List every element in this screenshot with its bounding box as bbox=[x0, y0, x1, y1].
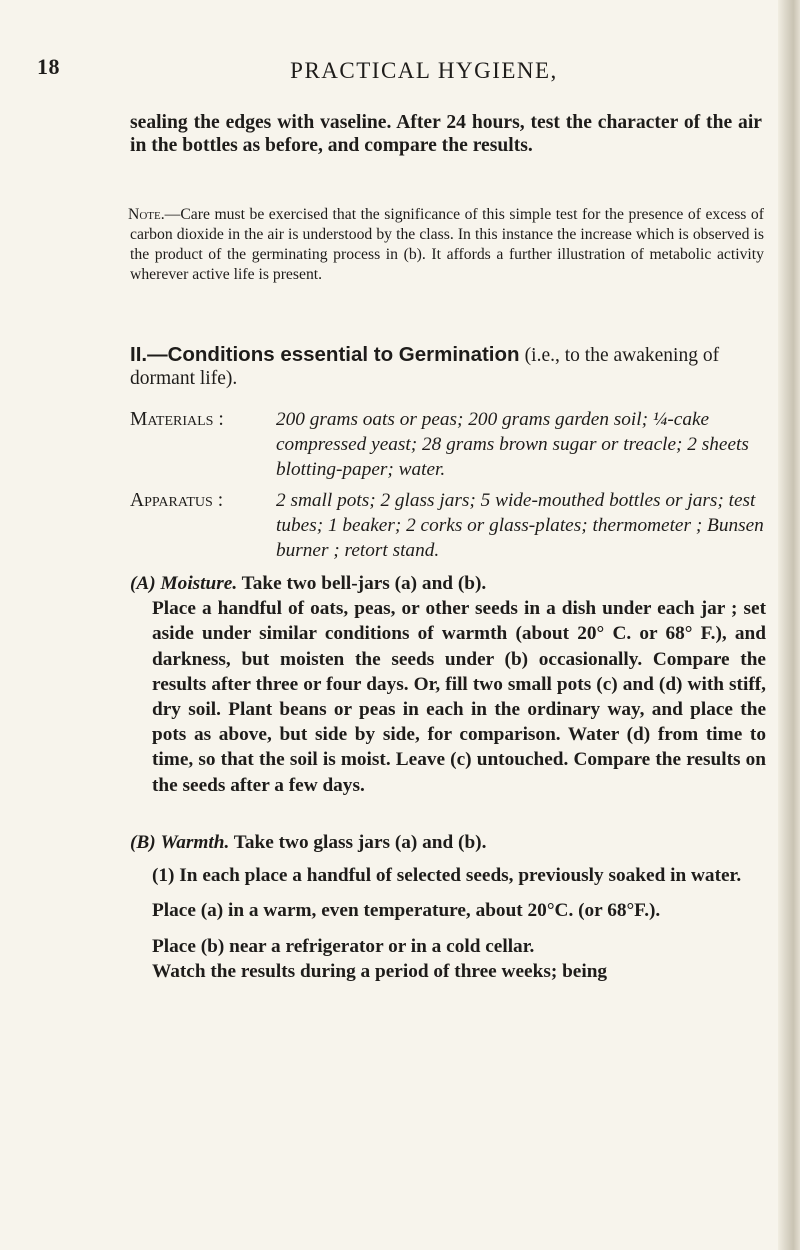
running-head-text: PRACTICAL HYGIENE, bbox=[290, 58, 558, 83]
materials-text: 200 grams oats or peas; 200 grams garden soil; ¼-cake compressed yeast; 28 grams brown sugar or treacle; 2 sheets blotting-paper; water. bbox=[276, 409, 749, 480]
moisture-intro: Take two bell-jars (a) and (b). bbox=[241, 573, 487, 594]
moisture-heading: Moisture. bbox=[160, 573, 238, 594]
warmth-step-1: (1) In each place a handful of selected seeds, previously soaked in water. bbox=[152, 865, 742, 887]
section-title: II.—Conditions essential to Germination bbox=[130, 343, 520, 366]
section-subtitle: (i.e., to the awakening of dormant life). bbox=[130, 345, 720, 389]
moisture-body: Place a handful of oats, peas, or other seeds in a dish under each jar ; set aside under similar conditions of warmth (about 20° C. or 68° F.), and darkness, but moisten the seeds under (b) occasionally. Compare the results after three or four days. Or, fill two small pots (c) and (d) with stiff, dry soil. Plant beans or peas in each in the ordinary way, and place the pots as above, but side by side, for comparison. Water (d) from time to time, so that the soil is moist. Leave (c) untouched. Compare the results on the seeds after a few days. bbox=[152, 598, 766, 796]
apparatus-text: 2 small pots; 2 glass jars; 5 wide-mouthed bottles or jars; test tubes; 1 beaker; 2 corks or glass-plates; thermometer ; Bunsen burner ; retort stand. bbox=[276, 490, 764, 561]
page-number: 18 bbox=[37, 54, 60, 79]
apparatus-list bbox=[130, 488, 770, 563]
warmth-step-4: Watch the results during a period of three weeks; being bbox=[152, 960, 608, 982]
warmth-section bbox=[130, 830, 766, 984]
running-head bbox=[0, 58, 800, 84]
page-edge-shadow bbox=[778, 0, 800, 1250]
materials-label: Materials : bbox=[130, 409, 224, 430]
section-heading bbox=[130, 343, 762, 390]
apparatus-label: Apparatus : bbox=[130, 490, 224, 511]
warmth-step-3: Place (b) near a refrigerator or in a cold cellar. bbox=[152, 935, 535, 957]
warmth-label: (B) bbox=[130, 832, 156, 853]
moisture-label: (A) bbox=[130, 573, 156, 594]
warmth-heading: Warmth. bbox=[160, 832, 230, 853]
note-block bbox=[130, 205, 764, 285]
moisture-intro-line bbox=[130, 571, 766, 596]
moisture-section bbox=[130, 571, 766, 798]
warmth-intro: Take two glass jars (a) and (b). bbox=[233, 832, 487, 853]
note-label: Note. bbox=[128, 206, 165, 223]
warmth-intro-line bbox=[130, 830, 766, 855]
materials-list bbox=[130, 407, 770, 482]
note-text: —Care must be exercised that the significance of this simple test for the presence of excess of carbon dioxide in the air is understood by the class. In this instance the increase which is observed is the product of the germinating process in (b). It affords a further illustration of metabolic activity wherever active life is present. bbox=[130, 206, 764, 283]
opening-paragraph: sealing the edges with vaseline. After 24 hours, test the character of the air in the bottles as before, and compare the results. bbox=[130, 112, 762, 156]
warmth-step-2: Place (a) in a warm, even temperature, about 20°C. (or 68°F.). bbox=[152, 900, 661, 922]
